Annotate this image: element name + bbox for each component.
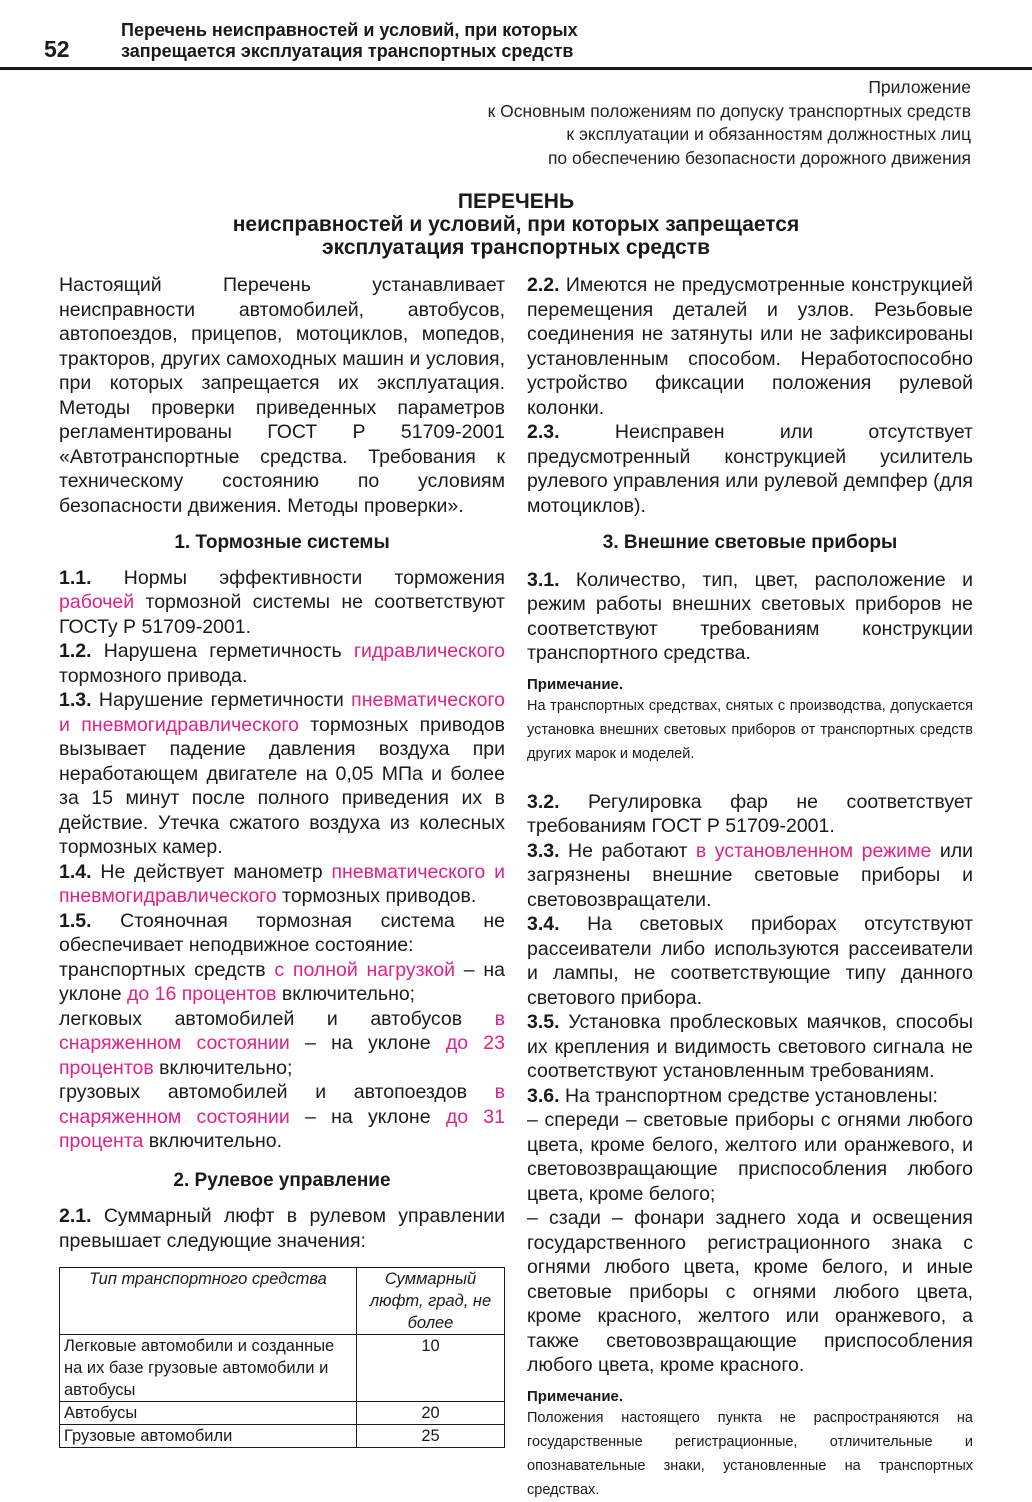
- note-block: [527, 676, 973, 766]
- note-heading: Примечание.: [527, 1387, 624, 1405]
- parking-brake-condition-3: грузовых автомобилей и автопоездов в снаряженном состоянии – на уклоне до 31 процента включительно.: [59, 1081, 505, 1152]
- item-3-1: 3.1. Количество, тип, цвет, расположение и режим работы внешних световых приборов не соответствуют требованиям конструкции транспортного средства.: [527, 568, 973, 664]
- item-number: 3.3.: [527, 839, 560, 862]
- running-title: [121, 20, 578, 62]
- item-number: 1.2.: [59, 640, 92, 662]
- item-1-5: 1.5. Стояночная тормозная система не обеспечивает неподвижное состояние:: [59, 909, 505, 956]
- parking-brake-condition-1: транспортных средств с полной нагрузкой – на уклоне до 16 процентов включительно;: [59, 958, 505, 1005]
- highlight: до 23 процентов: [59, 1032, 505, 1079]
- main-title: [0, 190, 1032, 259]
- item-number: 3.6.: [527, 1084, 560, 1107]
- page-number: 52: [44, 36, 70, 62]
- table-cell-value: 25: [357, 1425, 505, 1448]
- note-text: Положения настоящего пункта не распространяются на государственные регистрационные, отличительные и опознавательные знаки, установленные на транспортных средствах.: [527, 1409, 973, 1498]
- item-number: 1.1.: [59, 566, 92, 589]
- item-3-3: 3.3. Не работают в установленном режиме или загрязнены внешние световые приборы и световозвращатели.: [527, 839, 973, 911]
- title-line2: неисправностей и условий, при которых запрещается: [232, 213, 800, 236]
- table-header-row: [60, 1268, 505, 1335]
- item-number: 3.2.: [527, 790, 560, 813]
- section-heading-lights: 3. Внешние световые приборы: [602, 532, 898, 553]
- section-heading-brakes: 1. Тормозные системы: [174, 532, 390, 553]
- appendix-line: по обеспечению безопасности дорожного движения: [547, 147, 971, 168]
- intro-paragraph: Настоящий Перечень устанавливает неисправности автомобилей, автобусов, автопоездов, прицепов, мотоциклов, мопедов, тракторов, других самоходных машин и условия, при которых запрещается их эксплуатация. Методы проверки приведенных параметров регламентированы ГОСТ Р 51709-2001 «Автотранспортные средства. Требования к техническому состоянию по условиям безопасности движения. Методы проверки».: [59, 274, 505, 517]
- rear-lights-clause: – сзади – фонари заднего хода и освещения государственного регистрационного знака с огнями любого цвета, кроме белого, и иные световые приборы с огнями любого цвета, кроме красного, желтого или оранжевого, а также световозвращающие приспособления любого цвета, кроме красного.: [527, 1207, 973, 1376]
- item-number: 2.1.: [59, 1205, 92, 1227]
- highlight: пневматического и пневмогидравлического: [59, 860, 506, 907]
- appendix-line: к Основным положениям по допуску транспортных средств: [487, 100, 971, 121]
- title-line1: ПЕРЕЧЕНЬ: [457, 190, 575, 213]
- item-1-3: 1.3. Нарушение герметичности пневматического и пневмогидравлического тормозных приводов вызывает падение давления воздуха при неработающем двигателе на 0,05 МПа и более за 15 минут после полного приведения их в действие. Утечка сжатого воздуха из колесных тормозных камер.: [59, 689, 505, 858]
- highlight: до 31 процента: [59, 1105, 505, 1152]
- note-text: На транспортных средствах, снятых с производства, допускается установка внешних световых приборов от транспортных средств других марок и моделей.: [527, 697, 973, 762]
- table-cell-type: Автобусы: [60, 1402, 357, 1425]
- table-header-play: Суммарный люфт, град, не более: [357, 1268, 505, 1335]
- table-cell-value: 20: [357, 1402, 505, 1425]
- appendix-note: [488, 76, 971, 170]
- left-column: [59, 273, 505, 1448]
- item-1-4: 1.4. Не действует манометр пневматического и пневмогидравлического тормозных приводов.: [59, 860, 506, 907]
- item-2-1: 2.1. Суммарный люфт в рулевом управлении превышает следующие значения:: [59, 1205, 505, 1252]
- item-3-6: 3.6. На транспортном средстве установлены:: [527, 1084, 938, 1107]
- page-header: [0, 0, 1032, 70]
- highlight: до 16 процентов: [126, 983, 277, 1005]
- note-heading: Примечание.: [527, 675, 624, 693]
- highlight: в установленном режиме: [695, 839, 932, 862]
- appendix-line: Приложение: [868, 77, 971, 97]
- table-row: [60, 1425, 505, 1448]
- header-rule: [0, 67, 1032, 70]
- table-cell-type: Легковые автомобили и созданные на их базе грузовые автомобили и автобусы: [60, 1335, 357, 1402]
- section-heading-steering: 2. Рулевое управление: [173, 1169, 391, 1191]
- item-1-1: 1.1. Нормы эффективности торможения рабочей тормозной системы не соответствуют ГОСТу Р 51709-2001.: [59, 566, 505, 638]
- table-cell-type: Грузовые автомобили: [60, 1425, 357, 1448]
- item-number: 1.3.: [59, 689, 92, 711]
- item-1-2: 1.2. Нарушена герметичность гидравлического тормозного привода.: [59, 640, 505, 687]
- table-header-type: Тип транспортного средства: [60, 1268, 357, 1335]
- running-title-line2: запрещается эксплуатация транспортных средств: [121, 41, 574, 61]
- highlight: с полной нагрузкой: [274, 958, 456, 981]
- item-number: 2.2.: [527, 274, 560, 296]
- highlight: в снаряженном состоянии: [59, 1081, 505, 1128]
- item-number: 3.5.: [527, 1011, 560, 1033]
- item-number: 3.4.: [527, 913, 560, 935]
- table-row: [60, 1335, 505, 1402]
- appendix-line: к эксплуатации и обязанностям должностных лиц: [566, 124, 971, 144]
- right-column: [527, 273, 973, 1502]
- highlight: рабочей: [59, 591, 135, 613]
- running-title-line1: Перечень неисправностей и условий, при которых: [121, 20, 578, 40]
- item-number: 1.4.: [59, 860, 92, 883]
- parking-brake-condition-2: легковых автомобилей и автобусов в снаряженном состоянии – на уклоне до 23 процентов включительно;: [59, 1007, 505, 1079]
- table-row: [60, 1402, 505, 1425]
- note-block: [527, 1388, 973, 1502]
- item-number: 1.5.: [59, 909, 92, 932]
- title-line3: эксплуатация транспортных средств: [322, 236, 710, 259]
- item-number: 3.1.: [527, 568, 560, 591]
- item-3-5: 3.5. Установка проблесковых маячков, способы их крепления и видимость светового сигнала не соответствуют установленным требованиям.: [527, 1011, 973, 1082]
- table-cell-value: 10: [357, 1335, 505, 1402]
- item-2-3: 2.3. Неисправен или отсутствует предусмотренный конструкцией усилитель рулевого управления или рулевой демпфер (для мотоциклов).: [527, 421, 973, 517]
- item-3-4: 3.4. На световых приборах отсутствуют рассеиватели либо используются рассеиватели и лампы, не соответствующие типу данного светового прибора.: [527, 913, 973, 1009]
- steering-play-table: [59, 1267, 505, 1448]
- highlight: в снаряженном состоянии: [59, 1007, 505, 1054]
- item-2-2: 2.2. Имеются не предусмотренные конструкцией перемещения деталей и узлов. Резьбовые соединения не затянуты или не зафиксированы установленным способом. Неработоспособно устройство фиксации положения рулевой колонки.: [527, 274, 973, 419]
- front-lights-clause: – спереди – световые приборы с огнями любого цвета, кроме белого, желтого или оранжевого, и световозвращающие приспособления любого цвета, кроме белого;: [527, 1109, 973, 1205]
- highlight: пневматического и пневмогидравлического: [59, 689, 505, 736]
- item-3-2: 3.2. Регулировка фар не соответствует требованиям ГОСТ Р 51709-2001.: [527, 790, 973, 837]
- item-number: 2.3.: [527, 421, 560, 443]
- highlight: гидравлического: [353, 640, 505, 662]
